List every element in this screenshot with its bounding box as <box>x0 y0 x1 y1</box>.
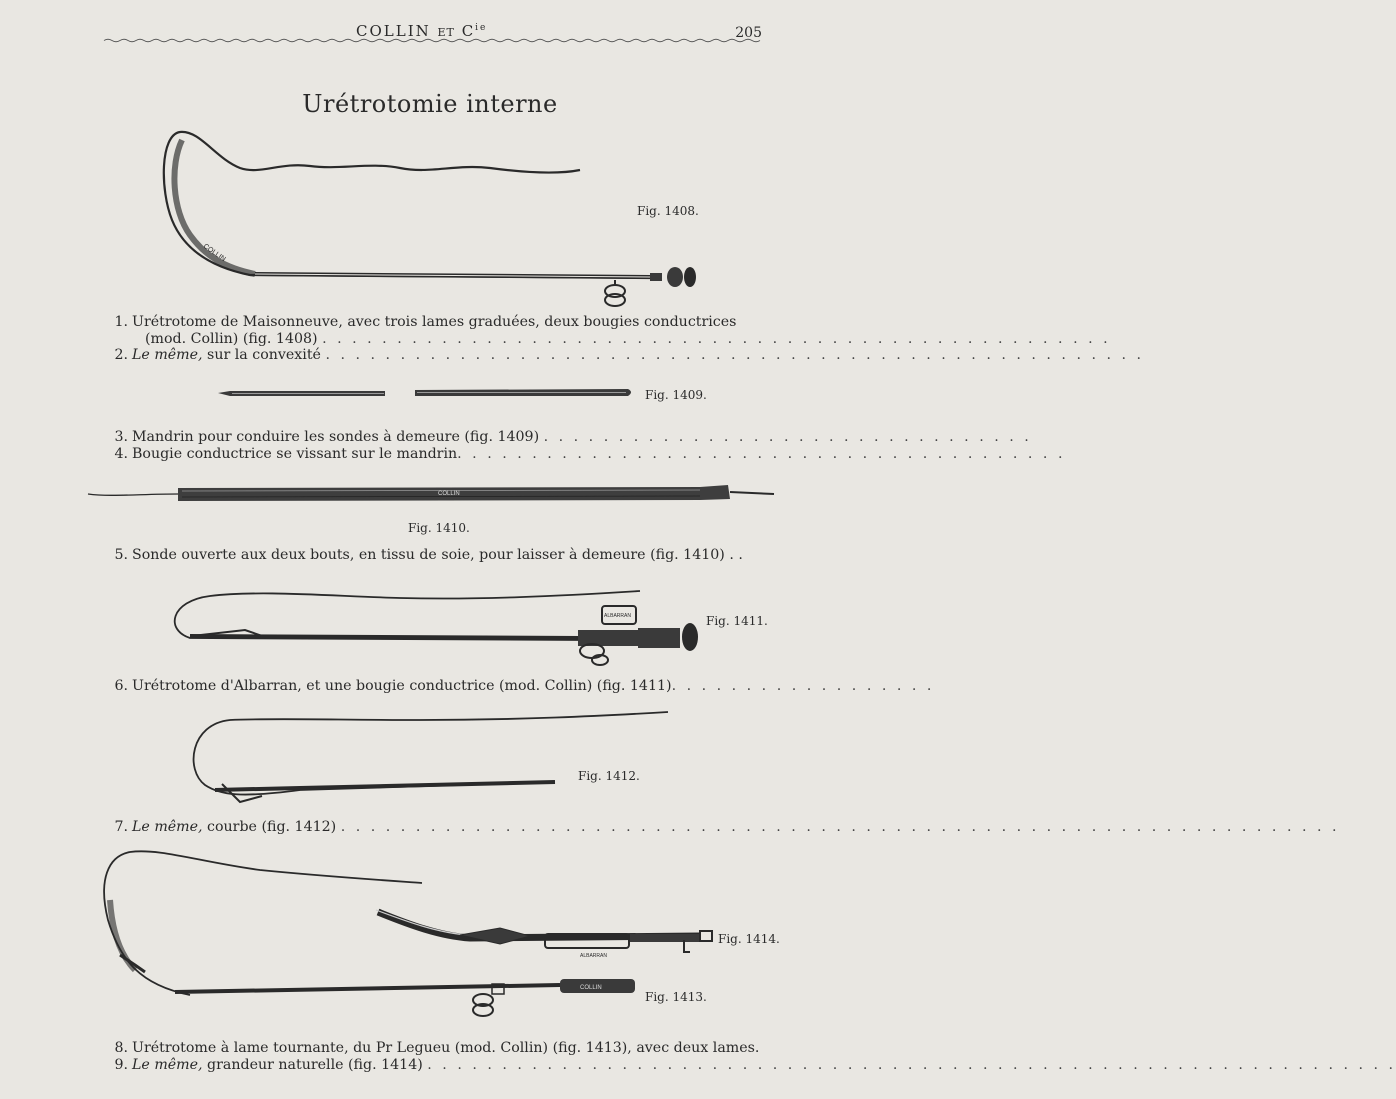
header-et: ET <box>437 26 455 39</box>
entry-1-cont: (mod. Collin) (fig. 1408) . . . . . . . . . . . . . . . . . . . . . . . . . . . . . . . . . . . . . . . . . . . . . . . . . . . . . <box>145 331 1111 347</box>
entry-6: 6. Urétrotome d'Albarran, et une bougie conductrice (mod. Collin) (fig. 1411). . . . . . . . . . . . . . . . . . <box>114 678 935 694</box>
fig-1410-stamp: COLLIN <box>438 491 460 497</box>
entry-3: 3. Mandrin pour conduire les sondes à demeure (fig. 1409) . . . . . . . . . . . . . . . . . . . . . . . . . . . . . . . . . <box>114 429 1032 445</box>
entry-7: 7. Le même, courbe (fig. 1412) . . . . . . . . . . . . . . . . . . . . . . . . . . . . . . . . . . . . . . . . . . . . . . . . . . . . . . . . . . . . . . . . . . . <box>114 819 1340 835</box>
fig-1408-stamp: COLLIN <box>201 242 227 264</box>
fig-1411-label: Fig. 1411. <box>706 614 768 628</box>
page-number: 205 <box>735 25 762 41</box>
entry-9: 9. Le même, grandeur naturelle (fig. 1414) . . . . . . . . . . . . . . . . . . . . . . . . . . . . . . . . . . . . . . . . . . . . . . . . . . . . . . . . . . . . . . . . . <box>114 1057 1396 1073</box>
entry-4: 4. Bougie conductrice se vissant sur le mandrin. . . . . . . . . . . . . . . . . . . . . . . . . . . . . . . . . . . . . . . . . <box>114 446 1066 462</box>
page-title: Urétrotomie interne <box>302 90 558 118</box>
fig-1413-label: Fig. 1413. <box>645 990 707 1004</box>
fig-1412-label: Fig. 1412. <box>578 769 640 783</box>
fig-1410-sound-illustration <box>88 485 774 501</box>
header-co: C <box>461 22 476 40</box>
fig-1411-stamp: ALBARRAN <box>604 613 631 619</box>
fig-1413-stamp: COLLIN <box>580 985 602 991</box>
fig-1409-mandrin-illustration <box>218 389 631 396</box>
header-brand: COLLIN <box>356 22 431 40</box>
header-co-sup: ie <box>475 23 488 33</box>
fig-1408-urethrotome-illustration <box>164 132 696 306</box>
entry-1: 1. Urétrotome de Maisonneuve, avec trois lames graduées, deux bougies conductrices <box>114 314 737 330</box>
fig-1408-label: Fig. 1408. <box>637 204 699 218</box>
entry-2: 2. Le même, sur la convexité . . . . . . . . . . . . . . . . . . . . . . . . . . . . . . . . . . . . . . . . . . . . . . . . . . . . . . . <box>114 347 1145 363</box>
entry-8: 8. Urétrotome à lame tournante, du Pr Legueu (mod. Collin) (fig. 1413), avec deux lames. <box>114 1040 760 1056</box>
fig-1414-label: Fig. 1414. <box>718 932 780 946</box>
fig-1414-urethrotome-illustration <box>376 910 712 959</box>
fig-1412-urethrotome-illustration <box>194 712 668 802</box>
fig-1411-urethrotome-illustration <box>175 591 698 665</box>
fig-1410-label: Fig. 1410. <box>408 521 470 535</box>
fig-1414-stamp: ALBARRAN <box>580 953 607 959</box>
entry-5: 5. Sonde ouverte aux deux bouts, en tissu de soie, pour laisser à demeure (fig. 1410) . . <box>114 547 743 563</box>
fig-1409-label: Fig. 1409. <box>645 388 707 402</box>
